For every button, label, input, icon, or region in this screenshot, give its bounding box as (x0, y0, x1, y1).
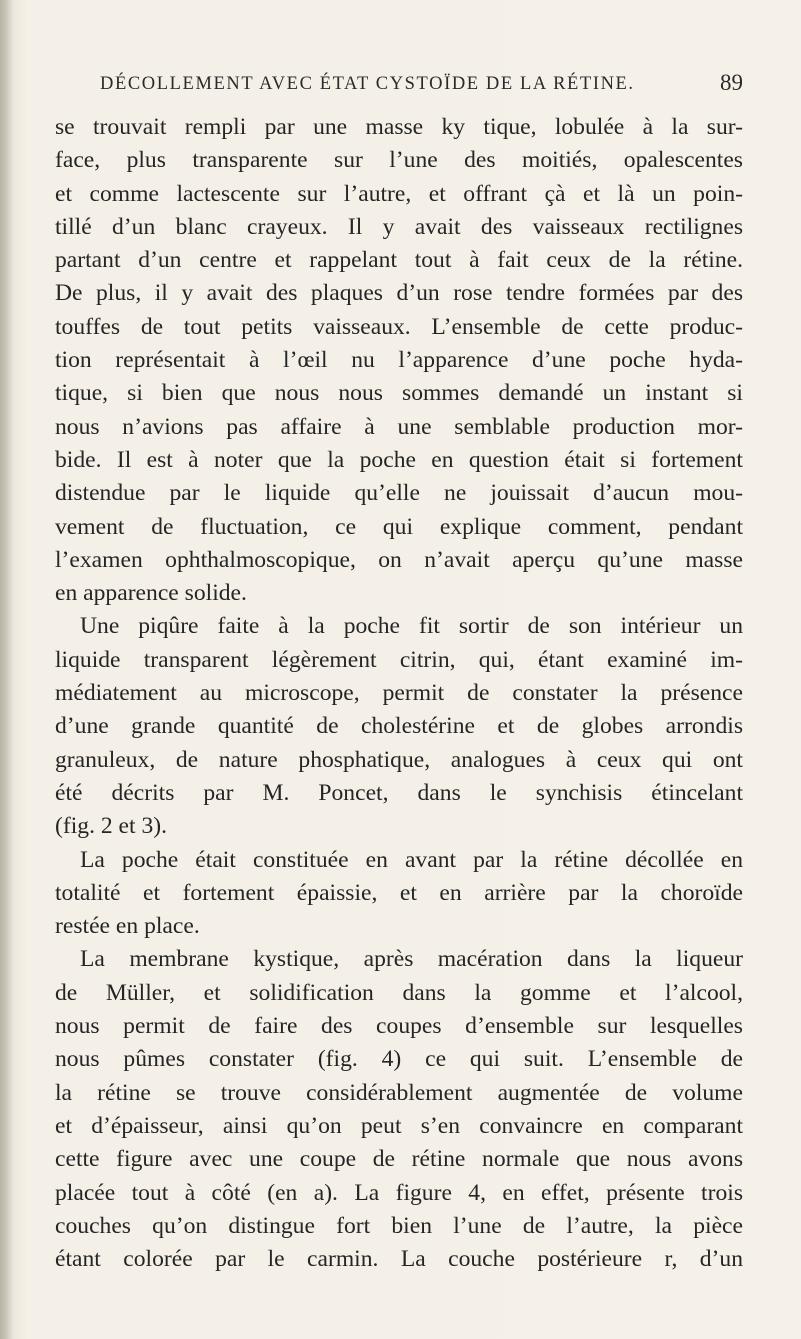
text-line: médiatement au microscope, permit de constater la présence (55, 680, 743, 707)
text-line: nous permit de faire des coupes d’ensemble sur lesquelles (55, 1013, 743, 1040)
text-line: totalité et fortement épaissie, et en arrière par la choroïde (55, 879, 743, 906)
page-header (100, 64, 743, 104)
binding-shadow (0, 0, 14, 1339)
text-line: distendue par le liquide qu’elle ne jouissait d’aucun mou- (55, 480, 743, 507)
text-line: placée tout à côté (en a). La figure 4, en effet, présente trois (55, 1179, 743, 1206)
text-line: La membrane kystique, après macération dans la liqueur (80, 946, 743, 973)
text-line: tion représentait à l’œil nu l’apparence d’une poche hyda- (55, 347, 743, 374)
text-line: De plus, il y avait des plaques d’un rose tendre formées par des (55, 280, 743, 307)
text-line: couches qu’on distingue fort bien l’une de l’autre, la pièce (55, 1212, 743, 1239)
text-line: et d’épaisseur, ainsi qu’on peut s’en convaincre en comparant (55, 1112, 743, 1139)
body-text (55, 111, 743, 1276)
text-line: cette figure avec une coupe de rétine normale que nous avons (55, 1146, 743, 1173)
text-line: face, plus transparente sur l’une des moitiés, opalescentes (55, 147, 743, 174)
text-line: nous pûmes constater (fig. 4) ce qui suit. L’ensemble de (55, 1046, 743, 1073)
text-line: liquide transparent légèrement citrin, qui, étant examiné im- (55, 646, 743, 673)
text-line: tique, si bien que nous nous sommes demandé un instant si (55, 380, 743, 407)
text-line: (fig. 2 et 3). (55, 813, 168, 840)
text-line: et comme lactescente sur l’autre, et offrant çà et là un poin- (55, 180, 743, 207)
text-line: vement de fluctuation, ce qui explique comment, pendant (55, 513, 743, 540)
text-line: se trouvait rempli par une masse ky tique, lobulée à la sur- (55, 114, 743, 140)
text-line: d’une grande quantité de cholestérine et de globes arrondis (55, 713, 743, 740)
text-line: bide. Il est à noter que la poche en question était si fortement (55, 446, 743, 473)
text-line: Une piqûre faite à la poche fit sortir de son intérieur un (80, 613, 743, 640)
text-line: l’examen ophthalmoscopique, on n’avait aperçu qu’une masse (55, 546, 743, 573)
text-line: en apparence solide. (55, 580, 247, 607)
running-head: DÉCOLLEMENT AVEC ÉTAT CYSTOÏDE DE LA RÉTINE. (100, 74, 635, 94)
text-line: été décrits par M. Poncet, dans le synchisis étincelant (55, 779, 743, 806)
text-line: la rétine se trouve considérablement augmentée de volume (55, 1079, 743, 1106)
text-line: touffes de tout petits vaisseaux. L’ensemble de cette produc- (55, 313, 743, 340)
text-line: partant d’un centre et rappelant tout à fait ceux de la rétine. (55, 247, 743, 274)
text-line: étant colorée par le carmin. La couche postérieure r, d’un (55, 1246, 743, 1273)
text-line: granuleux, de nature phosphatique, analogues à ceux qui ont (55, 746, 743, 773)
text-line: La poche était constituée en avant par la rétine décollée en (80, 846, 743, 873)
text-line: restée en place. (55, 913, 200, 940)
text-line: tillé d’un blanc crayeux. Il y avait des vaisseaux rectilignes (55, 213, 743, 240)
page-number: 89 (720, 70, 743, 95)
text-line: de Müller, et solidification dans la gomme et l’alcool, (55, 979, 743, 1006)
text-line: nous n’avions pas affaire à une semblable production mor- (55, 413, 743, 440)
